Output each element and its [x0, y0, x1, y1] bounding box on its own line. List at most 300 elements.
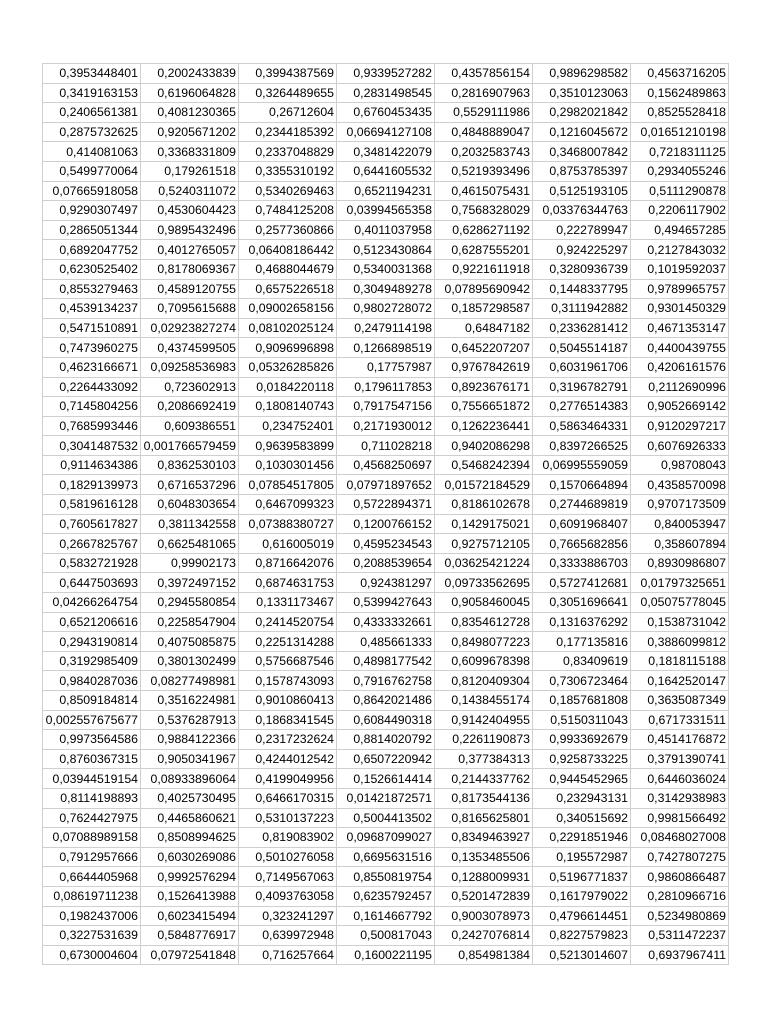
- table-cell[interactable]: 0,99902173: [141, 553, 239, 573]
- table-cell[interactable]: 0,179261518: [141, 161, 239, 181]
- table-cell[interactable]: 0,7095615688: [141, 299, 239, 319]
- table-cell[interactable]: 0,6874631753: [239, 573, 337, 593]
- table-cell[interactable]: 0,06408186442: [239, 240, 337, 260]
- table-cell[interactable]: 0,4671353147: [631, 318, 729, 338]
- table-cell[interactable]: 0,26712604: [239, 103, 337, 123]
- table-cell[interactable]: 0,1600221195: [337, 945, 435, 965]
- table-cell[interactable]: 0,4898177542: [337, 651, 435, 671]
- table-cell[interactable]: 0,5340269463: [239, 181, 337, 201]
- table-cell[interactable]: 0,3811342558: [141, 514, 239, 534]
- table-cell[interactable]: 0,8553279463: [43, 279, 141, 299]
- table-cell[interactable]: 0,9205671202: [141, 122, 239, 142]
- table-cell[interactable]: 0,1982437006: [43, 906, 141, 926]
- table-cell[interactable]: 0,616005019: [239, 534, 337, 554]
- table-cell[interactable]: 0,9992576294: [141, 867, 239, 887]
- table-cell[interactable]: 0,7917547156: [337, 397, 435, 417]
- table-cell[interactable]: 0,5499770064: [43, 161, 141, 181]
- table-cell[interactable]: 0,7473960275: [43, 338, 141, 358]
- table-cell[interactable]: 0,7912957666: [43, 847, 141, 867]
- table-cell[interactable]: 0,4514176872: [631, 730, 729, 750]
- table-cell[interactable]: 0,6286271192: [435, 220, 533, 240]
- table-cell[interactable]: 0,05326285826: [239, 357, 337, 377]
- table-cell[interactable]: 0,9707173509: [631, 495, 729, 515]
- table-cell[interactable]: 0,2414520754: [239, 612, 337, 632]
- table-cell[interactable]: 0,6644405968: [43, 867, 141, 887]
- table-cell[interactable]: 0,2406561381: [43, 103, 141, 123]
- table-cell[interactable]: 0,1331173467: [239, 593, 337, 613]
- table-cell[interactable]: 0,1857298587: [435, 299, 533, 319]
- table-cell[interactable]: 0,9142404955: [435, 710, 533, 730]
- table-cell[interactable]: 0,7306723464: [533, 671, 631, 691]
- table-cell[interactable]: 0,5399427643: [337, 593, 435, 613]
- table-cell[interactable]: 0,2002433839: [141, 64, 239, 84]
- table-cell[interactable]: 0,8397266525: [533, 436, 631, 456]
- table-cell[interactable]: 0,1614667792: [337, 906, 435, 926]
- table-cell[interactable]: 0,5310137223: [239, 808, 337, 828]
- table-cell[interactable]: 0,01651210198: [631, 122, 729, 142]
- table-cell[interactable]: 0,1288009931: [435, 867, 533, 887]
- table-cell[interactable]: 0,7484125208: [239, 201, 337, 221]
- table-cell[interactable]: 0,4623166671: [43, 357, 141, 377]
- table-cell[interactable]: 0,639972948: [239, 926, 337, 946]
- table-cell[interactable]: 0,08619711238: [43, 886, 141, 906]
- table-cell[interactable]: 0,83409619: [533, 651, 631, 671]
- table-cell[interactable]: 0,09687099027: [337, 828, 435, 848]
- table-cell[interactable]: 0,9114634386: [43, 455, 141, 475]
- table-cell[interactable]: 0,3051696641: [533, 593, 631, 613]
- table-cell[interactable]: 0,2251314288: [239, 632, 337, 652]
- table-cell[interactable]: 0,4568250697: [337, 455, 435, 475]
- table-cell[interactable]: 0,06694127108: [337, 122, 435, 142]
- table-cell[interactable]: 0,5819616128: [43, 495, 141, 515]
- table-cell[interactable]: 0,9010860413: [239, 691, 337, 711]
- table-cell[interactable]: 0,854981384: [435, 945, 533, 965]
- table-cell[interactable]: 0,07895690942: [435, 279, 533, 299]
- table-cell[interactable]: 0,414081063: [43, 142, 141, 162]
- table-cell[interactable]: 0,09733562695: [435, 573, 533, 593]
- table-cell[interactable]: 0,8354612728: [435, 612, 533, 632]
- table-cell[interactable]: 0,3635087349: [631, 691, 729, 711]
- table-cell[interactable]: 0,5727412681: [533, 573, 631, 593]
- table-cell[interactable]: 0,1818115188: [631, 651, 729, 671]
- table-cell[interactable]: 0,5219393496: [435, 161, 533, 181]
- table-cell[interactable]: 0,2127843032: [631, 240, 729, 260]
- table-cell[interactable]: 0,3142938983: [631, 788, 729, 808]
- table-cell[interactable]: 0,3419163153: [43, 83, 141, 103]
- table-cell[interactable]: 0,3481422079: [337, 142, 435, 162]
- table-cell[interactable]: 0,1526413988: [141, 886, 239, 906]
- table-cell[interactable]: 0,1868341545: [239, 710, 337, 730]
- table-cell[interactable]: 0,9789965757: [631, 279, 729, 299]
- table-cell[interactable]: 0,4374599505: [141, 338, 239, 358]
- table-cell[interactable]: 0,8508994625: [141, 828, 239, 848]
- table-cell[interactable]: 0,377384313: [435, 749, 533, 769]
- table-cell[interactable]: 0,222789947: [533, 220, 631, 240]
- table-cell[interactable]: 0,6695631516: [337, 847, 435, 867]
- table-cell[interactable]: 0,9840287036: [43, 671, 141, 691]
- table-cell[interactable]: 0,5340031368: [337, 259, 435, 279]
- table-cell[interactable]: 0,08277498981: [141, 671, 239, 691]
- table-cell[interactable]: 0,4688044679: [239, 259, 337, 279]
- table-cell[interactable]: 0,1030301456: [239, 455, 337, 475]
- table-cell[interactable]: 0,9402086298: [435, 436, 533, 456]
- table-cell[interactable]: 0,8227579823: [533, 926, 631, 946]
- table-cell[interactable]: 0,08468027008: [631, 828, 729, 848]
- table-cell[interactable]: 0,1448337795: [533, 279, 631, 299]
- table-cell[interactable]: 0,1316376292: [533, 612, 631, 632]
- table-cell[interactable]: 0,5471510891: [43, 318, 141, 338]
- table-cell[interactable]: 0,3994387569: [239, 64, 337, 84]
- table-cell[interactable]: 0,8930986807: [631, 553, 729, 573]
- table-cell[interactable]: 0,195572987: [533, 847, 631, 867]
- table-cell[interactable]: 0,4400439755: [631, 338, 729, 358]
- table-cell[interactable]: 0,03376344763: [533, 201, 631, 221]
- table-cell[interactable]: 0,06995559059: [533, 455, 631, 475]
- table-cell[interactable]: 0,05075778045: [631, 593, 729, 613]
- table-cell[interactable]: 0,3355310192: [239, 161, 337, 181]
- table-cell[interactable]: 0,17757987: [337, 357, 435, 377]
- table-cell[interactable]: 0,1578743093: [239, 671, 337, 691]
- table-cell[interactable]: 0,4081230365: [141, 103, 239, 123]
- table-cell[interactable]: 0,2943190814: [43, 632, 141, 652]
- table-cell[interactable]: 0,9933692679: [533, 730, 631, 750]
- table-cell[interactable]: 0,5045514187: [533, 338, 631, 358]
- table-cell[interactable]: 0,6521206616: [43, 612, 141, 632]
- table-cell[interactable]: 0,2744689819: [533, 495, 631, 515]
- table-cell[interactable]: 0,01797325651: [631, 573, 729, 593]
- table-cell[interactable]: 0,924225297: [533, 240, 631, 260]
- table-cell[interactable]: 0,9290307497: [43, 201, 141, 221]
- table-cell[interactable]: 0,2032583743: [435, 142, 533, 162]
- table-cell[interactable]: 0,3264489655: [239, 83, 337, 103]
- table-cell[interactable]: 0,6099678398: [435, 651, 533, 671]
- table-cell[interactable]: 0,6625481065: [141, 534, 239, 554]
- table-cell[interactable]: 0,234752401: [239, 416, 337, 436]
- table-cell[interactable]: 0,002557675677: [43, 710, 141, 730]
- table-cell[interactable]: 0,6196064828: [141, 83, 239, 103]
- table-cell[interactable]: 0,4848889047: [435, 122, 533, 142]
- table-cell[interactable]: 0,2816907963: [435, 83, 533, 103]
- table-cell[interactable]: 0,5863464331: [533, 416, 631, 436]
- table-cell[interactable]: 0,9096996898: [239, 338, 337, 358]
- table-cell[interactable]: 0,9973564586: [43, 730, 141, 750]
- table-cell[interactable]: 0,9003078973: [435, 906, 533, 926]
- table-cell[interactable]: 0,8120409304: [435, 671, 533, 691]
- table-cell[interactable]: 0,6235792457: [337, 886, 435, 906]
- table-cell[interactable]: 0,5376287913: [141, 710, 239, 730]
- table-cell[interactable]: 0,4563716205: [631, 64, 729, 84]
- table-cell[interactable]: 0,1438455174: [435, 691, 533, 711]
- table-cell[interactable]: 0,8186102678: [435, 495, 533, 515]
- table-cell[interactable]: 0,03944519154: [43, 769, 141, 789]
- table-cell[interactable]: 0,5150311043: [533, 710, 631, 730]
- table-cell[interactable]: 0,6466170315: [239, 788, 337, 808]
- table-cell[interactable]: 0,4589120755: [141, 279, 239, 299]
- table-cell[interactable]: 0,7149567063: [239, 867, 337, 887]
- table-cell[interactable]: 0,3227531639: [43, 926, 141, 946]
- table-cell[interactable]: 0,1216045672: [533, 122, 631, 142]
- table-cell[interactable]: 0,7218311125: [631, 142, 729, 162]
- table-cell[interactable]: 0,6716537296: [141, 475, 239, 495]
- table-cell[interactable]: 0,6717331511: [631, 710, 729, 730]
- table-cell[interactable]: 0,5125193105: [533, 181, 631, 201]
- table-cell[interactable]: 0,232943131: [533, 788, 631, 808]
- table-cell[interactable]: 0,9258733225: [533, 749, 631, 769]
- table-cell[interactable]: 0,3196782791: [533, 377, 631, 397]
- table-cell[interactable]: 0,9639583899: [239, 436, 337, 456]
- table-cell[interactable]: 0,09002658156: [239, 299, 337, 319]
- table-cell[interactable]: 0,2831498545: [337, 83, 435, 103]
- table-cell[interactable]: 0,8642021486: [337, 691, 435, 711]
- table-cell[interactable]: 0,6441605532: [337, 161, 435, 181]
- table-cell[interactable]: 0,5722894371: [337, 495, 435, 515]
- table-cell[interactable]: 0,6447503693: [43, 573, 141, 593]
- table-cell[interactable]: 0,2479114198: [337, 318, 435, 338]
- table-cell[interactable]: 0,2865051344: [43, 220, 141, 240]
- table-cell[interactable]: 0,7145804256: [43, 397, 141, 417]
- table-cell[interactable]: 0,3510123063: [533, 83, 631, 103]
- table-cell[interactable]: 0,358607894: [631, 534, 729, 554]
- table-cell[interactable]: 0,3280936739: [533, 259, 631, 279]
- table-cell[interactable]: 0,7605617827: [43, 514, 141, 534]
- table-cell[interactable]: 0,2810966716: [631, 886, 729, 906]
- table-cell[interactable]: 0,5468242394: [435, 455, 533, 475]
- table-cell[interactable]: 0,8498077223: [435, 632, 533, 652]
- table-cell[interactable]: 0,1262236441: [435, 416, 533, 436]
- table-cell[interactable]: 0,4244012542: [239, 749, 337, 769]
- table-cell[interactable]: 0,2667825767: [43, 534, 141, 554]
- table-cell[interactable]: 0,04266264754: [43, 593, 141, 613]
- table-cell[interactable]: 0,5832721928: [43, 553, 141, 573]
- table-cell[interactable]: 0,03994565358: [337, 201, 435, 221]
- table-cell[interactable]: 0,500817043: [337, 926, 435, 946]
- table-cell[interactable]: 0,7427807275: [631, 847, 729, 867]
- table-cell[interactable]: 0,2261190873: [435, 730, 533, 750]
- table-cell[interactable]: 0,2982021842: [533, 103, 631, 123]
- table-cell[interactable]: 0,1617979022: [533, 886, 631, 906]
- table-cell[interactable]: 0,03625421224: [435, 553, 533, 573]
- table-cell[interactable]: 0,9052669142: [631, 397, 729, 417]
- table-cell[interactable]: 0,8509184814: [43, 691, 141, 711]
- table-cell[interactable]: 0,4615075431: [435, 181, 533, 201]
- table-cell[interactable]: 0,98708043: [631, 455, 729, 475]
- table-cell[interactable]: 0,1526614414: [337, 769, 435, 789]
- table-cell[interactable]: 0,723602913: [141, 377, 239, 397]
- table-cell[interactable]: 0,609386551: [141, 416, 239, 436]
- table-cell[interactable]: 0,6446036024: [631, 769, 729, 789]
- table-cell[interactable]: 0,3516224981: [141, 691, 239, 711]
- table-cell[interactable]: 0,01421872571: [337, 788, 435, 808]
- table-cell[interactable]: 0,6575226518: [239, 279, 337, 299]
- table-cell[interactable]: 0,8716642076: [239, 553, 337, 573]
- table-cell[interactable]: 0,9896298582: [533, 64, 631, 84]
- table-cell[interactable]: 0,4595234543: [337, 534, 435, 554]
- table-cell[interactable]: 0,5213014607: [533, 945, 631, 965]
- table-cell[interactable]: 0,4199049956: [239, 769, 337, 789]
- table-cell[interactable]: 0,9860866487: [631, 867, 729, 887]
- table-cell[interactable]: 0,840053947: [631, 514, 729, 534]
- table-cell[interactable]: 0,4206161576: [631, 357, 729, 377]
- table-cell[interactable]: 0,9275712105: [435, 534, 533, 554]
- table-cell[interactable]: 0,3041487532: [43, 436, 141, 456]
- table-cell[interactable]: 0,1200766152: [337, 514, 435, 534]
- table-cell[interactable]: 0,5111290878: [631, 181, 729, 201]
- table-cell[interactable]: 0,6892047752: [43, 240, 141, 260]
- table-cell[interactable]: 0,5123430864: [337, 240, 435, 260]
- table-cell[interactable]: 0,2086692419: [141, 397, 239, 417]
- table-cell[interactable]: 0,9301450329: [631, 299, 729, 319]
- table-cell[interactable]: 0,07972541848: [141, 945, 239, 965]
- table-cell[interactable]: 0,4357856154: [435, 64, 533, 84]
- table-cell[interactable]: 0,0184220118: [239, 377, 337, 397]
- table-cell[interactable]: 0,177135816: [533, 632, 631, 652]
- table-cell[interactable]: 0,2875732625: [43, 122, 141, 142]
- table-cell[interactable]: 0,1019592037: [631, 259, 729, 279]
- table-cell[interactable]: 0,2934055246: [631, 161, 729, 181]
- table-cell[interactable]: 0,9221611918: [435, 259, 533, 279]
- table-cell[interactable]: 0,8923676171: [435, 377, 533, 397]
- table-cell[interactable]: 0,3333886703: [533, 553, 631, 573]
- table-cell[interactable]: 0,8114198893: [43, 788, 141, 808]
- table-cell[interactable]: 0,6023415494: [141, 906, 239, 926]
- table-cell[interactable]: 0,8362530103: [141, 455, 239, 475]
- table-cell[interactable]: 0,1562489863: [631, 83, 729, 103]
- table-cell[interactable]: 0,9120297217: [631, 416, 729, 436]
- table-cell[interactable]: 0,8550819754: [337, 867, 435, 887]
- table-cell[interactable]: 0,5234980869: [631, 906, 729, 926]
- table-cell[interactable]: 0,6091968407: [533, 514, 631, 534]
- table-cell[interactable]: 0,5201472839: [435, 886, 533, 906]
- table-cell[interactable]: 0,1570664894: [533, 475, 631, 495]
- table-cell[interactable]: 0,7556651872: [435, 397, 533, 417]
- table-cell[interactable]: 0,8165625801: [435, 808, 533, 828]
- table-cell[interactable]: 0,07088989158: [43, 828, 141, 848]
- table-cell[interactable]: 0,3192985409: [43, 651, 141, 671]
- table-cell[interactable]: 0,2336281412: [533, 318, 631, 338]
- table-cell[interactable]: 0,4012765057: [141, 240, 239, 260]
- table-cell[interactable]: 0,6076926333: [631, 436, 729, 456]
- table-cell[interactable]: 0,7624427975: [43, 808, 141, 828]
- table-cell[interactable]: 0,6507220942: [337, 749, 435, 769]
- table-cell[interactable]: 0,6730004604: [43, 945, 141, 965]
- table-cell[interactable]: 0,924381297: [337, 573, 435, 593]
- table-cell[interactable]: 0,6467099323: [239, 495, 337, 515]
- table-cell[interactable]: 0,2206117902: [631, 201, 729, 221]
- table-cell[interactable]: 0,6030269086: [141, 847, 239, 867]
- table-cell[interactable]: 0,8349463927: [435, 828, 533, 848]
- table-cell[interactable]: 0,1429175021: [435, 514, 533, 534]
- table-cell[interactable]: 0,5004413502: [337, 808, 435, 828]
- table-cell[interactable]: 0,2112690996: [631, 377, 729, 397]
- table-cell[interactable]: 0,5848776917: [141, 926, 239, 946]
- table-cell[interactable]: 0,08933896064: [141, 769, 239, 789]
- table-cell[interactable]: 0,9339527282: [337, 64, 435, 84]
- table-cell[interactable]: 0,2317232624: [239, 730, 337, 750]
- table-cell[interactable]: 0,6287555201: [435, 240, 533, 260]
- table-cell[interactable]: 0,6048303654: [141, 495, 239, 515]
- table-cell[interactable]: 0,5010276058: [239, 847, 337, 867]
- table-cell[interactable]: 0,1808140743: [239, 397, 337, 417]
- table-cell[interactable]: 0,4796614451: [533, 906, 631, 926]
- table-cell[interactable]: 0,64847182: [435, 318, 533, 338]
- table-cell[interactable]: 0,4539134237: [43, 299, 141, 319]
- table-cell[interactable]: 0,6937967411: [631, 945, 729, 965]
- table-cell[interactable]: 0,3972497152: [141, 573, 239, 593]
- table-cell[interactable]: 0,4075085875: [141, 632, 239, 652]
- table-cell[interactable]: 0,3791390741: [631, 749, 729, 769]
- table-cell[interactable]: 0,02923827274: [141, 318, 239, 338]
- table-cell[interactable]: 0,07854517805: [239, 475, 337, 495]
- table-cell[interactable]: 0,8753785397: [533, 161, 631, 181]
- table-cell[interactable]: 0,1857681808: [533, 691, 631, 711]
- table-cell[interactable]: 0,08102025124: [239, 318, 337, 338]
- table-cell[interactable]: 0,8178069367: [141, 259, 239, 279]
- table-cell[interactable]: 0,2776514383: [533, 397, 631, 417]
- table-cell[interactable]: 0,07388380727: [239, 514, 337, 534]
- table-cell[interactable]: 0,8525528418: [631, 103, 729, 123]
- table-cell[interactable]: 0,4530604423: [141, 201, 239, 221]
- table-cell[interactable]: 0,4093763058: [239, 886, 337, 906]
- table-cell[interactable]: 0,5311472237: [631, 926, 729, 946]
- table-cell[interactable]: 0,6521194231: [337, 181, 435, 201]
- table-cell[interactable]: 0,6452207207: [435, 338, 533, 358]
- table-cell[interactable]: 0,7916762758: [337, 671, 435, 691]
- table-cell[interactable]: 0,4358570098: [631, 475, 729, 495]
- table-cell[interactable]: 0,1353485506: [435, 847, 533, 867]
- table-cell[interactable]: 0,01572184529: [435, 475, 533, 495]
- table-cell[interactable]: 0,7685993446: [43, 416, 141, 436]
- table-cell[interactable]: 0,2427076814: [435, 926, 533, 946]
- table-cell[interactable]: 0,2088539654: [337, 553, 435, 573]
- table-cell[interactable]: 0,323241297: [239, 906, 337, 926]
- table-cell[interactable]: 0,9058460045: [435, 593, 533, 613]
- table-cell[interactable]: 0,2171930012: [337, 416, 435, 436]
- table-cell[interactable]: 0,8173544136: [435, 788, 533, 808]
- table-cell[interactable]: 0,5196771837: [533, 867, 631, 887]
- table-cell[interactable]: 0,9895432496: [141, 220, 239, 240]
- table-cell[interactable]: 0,2264433092: [43, 377, 141, 397]
- table-cell[interactable]: 0,819083902: [239, 828, 337, 848]
- table-cell[interactable]: 0,494657285: [631, 220, 729, 240]
- table-cell[interactable]: 0,2344185392: [239, 122, 337, 142]
- table-cell[interactable]: 0,8760367315: [43, 749, 141, 769]
- table-cell[interactable]: 0,1829139973: [43, 475, 141, 495]
- table-cell[interactable]: 0,2945580854: [141, 593, 239, 613]
- table-cell[interactable]: 0,6230525402: [43, 259, 141, 279]
- table-cell[interactable]: 0,340515692: [533, 808, 631, 828]
- table-cell[interactable]: 0,2291851946: [533, 828, 631, 848]
- table-cell[interactable]: 0,7665682856: [533, 534, 631, 554]
- table-cell[interactable]: 0,2577360866: [239, 220, 337, 240]
- table-cell[interactable]: 0,1796117853: [337, 377, 435, 397]
- table-cell[interactable]: 0,2337048829: [239, 142, 337, 162]
- table-cell[interactable]: 0,485661333: [337, 632, 435, 652]
- table-cell[interactable]: 0,711028218: [337, 436, 435, 456]
- table-cell[interactable]: 0,3953448401: [43, 64, 141, 84]
- table-cell[interactable]: 0,2144337762: [435, 769, 533, 789]
- table-cell[interactable]: 0,3801302499: [141, 651, 239, 671]
- table-cell[interactable]: 0,6031961706: [533, 357, 631, 377]
- table-cell[interactable]: 0,09258536983: [141, 357, 239, 377]
- table-cell[interactable]: 0,9802728072: [337, 299, 435, 319]
- table-cell[interactable]: 0,5240311072: [141, 181, 239, 201]
- table-cell[interactable]: 0,716257664: [239, 945, 337, 965]
- table-cell[interactable]: 0,1642520147: [631, 671, 729, 691]
- table-cell[interactable]: 0,5756687546: [239, 651, 337, 671]
- table-cell[interactable]: 0,3368331809: [141, 142, 239, 162]
- table-cell[interactable]: 0,07665918058: [43, 181, 141, 201]
- table-cell[interactable]: 0,3886099812: [631, 632, 729, 652]
